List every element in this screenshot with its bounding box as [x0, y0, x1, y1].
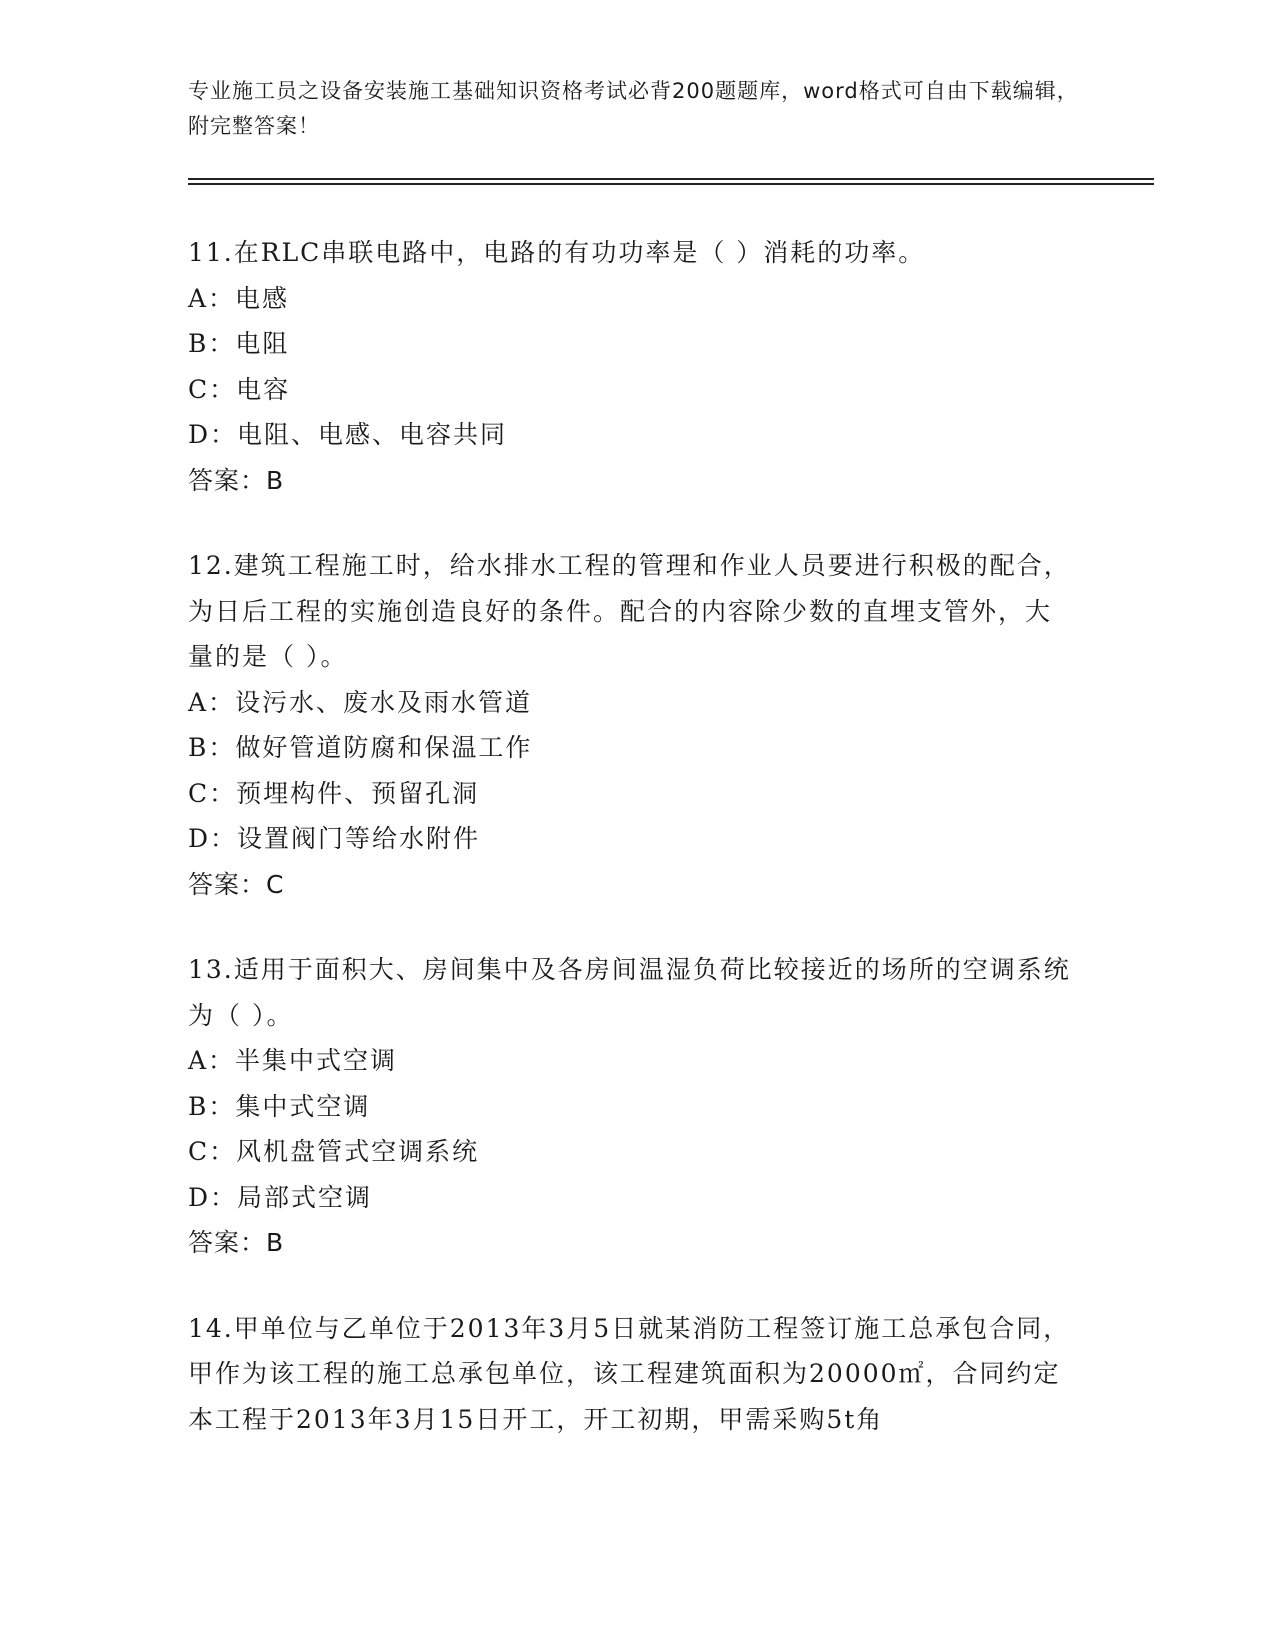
question-text: 12.建筑工程施工时，给水排水工程的管理和作业人员要进行积极的配合，为日后工程的实施创造良好的条件。配合的内容除少数的直埋支管外，大量的是（ ）。: [188, 551, 1071, 671]
option-d: D：局部式空调: [188, 1182, 373, 1212]
option-c: C：风机盘管式空调系统: [188, 1137, 480, 1166]
answer: 答案：B: [188, 465, 285, 495]
option-d: D：电阻、电感、电容共同: [188, 420, 508, 449]
document-header: 专业施工员之设备安装施工基础知识资格考试必背200题题库，word格式可自由下载编辑，附完整答案！: [188, 79, 1079, 138]
question-text: 11.在RLC串联电路中，电路的有功功率是（ ）消耗的功率。: [188, 238, 926, 267]
question-14: [188, 1306, 1078, 1443]
option-a: A：电感: [188, 283, 290, 313]
option-a: A：设污水、废水及雨水管道: [188, 687, 533, 717]
option-c: C：电容: [188, 374, 291, 404]
question-13: [188, 947, 1078, 1266]
answer: 答案：B: [188, 1228, 285, 1257]
header-rule-top: [188, 178, 1154, 180]
option-b: B：集中式空调: [188, 1091, 371, 1121]
question-text: 14.甲单位与乙单位于2013年3月5日就某消防工程签订施工总承包合同，甲作为该工程的施工总承包单位，该工程建筑面积为20000㎡，合同约定本工程于2013年3月15日开工，开工初期，甲需采购5t角: [188, 1313, 1071, 1434]
header-rule-bottom: [188, 183, 1154, 185]
question-text: 13.适用于面积大、房间集中及各房间温湿负荷比较接近的场所的空调系统为（ ）。: [188, 955, 1071, 1030]
question-list: [188, 230, 1078, 1482]
option-a: A：半集中式空调: [188, 1046, 398, 1075]
question-11: [188, 230, 1078, 503]
answer: 答案：C: [188, 869, 285, 899]
option-c: C：预埋构件、预留孔洞: [188, 778, 480, 808]
option-d: D：设置阀门等给水附件: [188, 824, 481, 853]
option-b: B：做好管道防腐和保温工作: [188, 733, 533, 762]
option-b: B：电阻: [188, 329, 290, 358]
question-12: [188, 543, 1078, 907]
